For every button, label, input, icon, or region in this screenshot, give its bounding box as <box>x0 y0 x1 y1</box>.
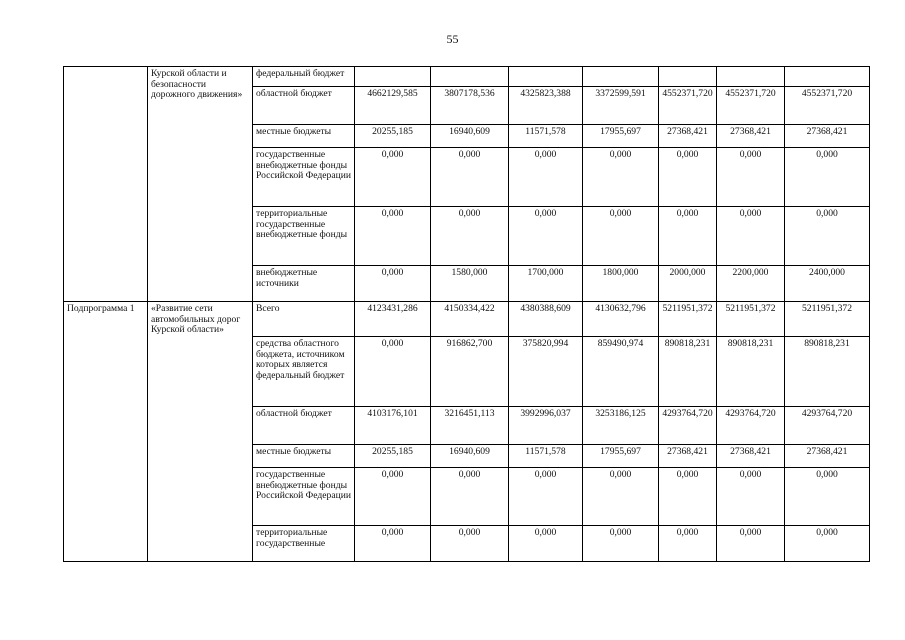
value-cell: 0,000 <box>509 207 583 266</box>
source-cell: местные бюджеты <box>253 445 355 468</box>
value-cell: 3372599,591 <box>583 87 659 125</box>
value-cell: 0,000 <box>785 526 870 562</box>
value-cell: 0,000 <box>717 207 785 266</box>
value-cell: 27368,421 <box>659 445 717 468</box>
value-cell: 0,000 <box>659 207 717 266</box>
source-cell: местные бюджеты <box>253 125 355 148</box>
value-cell: 0,000 <box>785 148 870 207</box>
value-cell: 0,000 <box>355 337 431 407</box>
value-cell: 0,000 <box>785 207 870 266</box>
value-cell <box>659 67 717 87</box>
value-cell: 0,000 <box>509 526 583 562</box>
value-cell: 0,000 <box>659 148 717 207</box>
source-cell: территориальные государственные <box>253 526 355 562</box>
value-cell: 17955,697 <box>583 125 659 148</box>
value-cell: 0,000 <box>583 526 659 562</box>
program-name-cell: Курской области и безопасности дорожного движения» <box>148 67 253 302</box>
value-cell: 4552371,720 <box>659 87 717 125</box>
value-cell: 0,000 <box>355 148 431 207</box>
value-cell: 20255,185 <box>355 445 431 468</box>
program-name-cell: «Развитие сети автомобильных дорог Курской области» <box>148 302 253 562</box>
value-cell <box>355 67 431 87</box>
source-cell: государственные внебюджетные фонды Российской Федерации <box>253 148 355 207</box>
value-cell: 2200,000 <box>717 266 785 302</box>
value-cell: 1800,000 <box>583 266 659 302</box>
status-cell: Подпрограмма 1 <box>64 302 148 562</box>
value-cell: 1700,000 <box>509 266 583 302</box>
source-cell: внебюджетные источники <box>253 266 355 302</box>
value-cell: 27368,421 <box>785 445 870 468</box>
value-cell: 4380388,609 <box>509 302 583 337</box>
value-cell: 4150334,422 <box>431 302 509 337</box>
table-row <box>64 67 870 87</box>
value-cell <box>583 67 659 87</box>
value-cell: 4293764,720 <box>717 407 785 445</box>
value-cell: 890818,231 <box>717 337 785 407</box>
value-cell: 3992996,037 <box>509 407 583 445</box>
value-cell: 0,000 <box>355 526 431 562</box>
value-cell: 0,000 <box>355 468 431 526</box>
value-cell: 0,000 <box>583 148 659 207</box>
value-cell: 11571,578 <box>509 125 583 148</box>
value-cell <box>509 67 583 87</box>
value-cell: 16940,609 <box>431 445 509 468</box>
value-cell: 375820,994 <box>509 337 583 407</box>
source-cell: территориальные государственные внебюджетные фонды <box>253 207 355 266</box>
value-cell: 0,000 <box>659 526 717 562</box>
value-cell: 1580,000 <box>431 266 509 302</box>
value-cell: 20255,185 <box>355 125 431 148</box>
value-cell: 859490,974 <box>583 337 659 407</box>
page-number: 55 <box>446 32 459 46</box>
value-cell: 0,000 <box>717 526 785 562</box>
source-cell: областной бюджет <box>253 407 355 445</box>
value-cell: 5211951,372 <box>785 302 870 337</box>
value-cell: 16940,609 <box>431 125 509 148</box>
value-cell: 0,000 <box>785 468 870 526</box>
funding-table <box>63 66 870 562</box>
value-cell: 11571,578 <box>509 445 583 468</box>
value-cell: 2000,000 <box>659 266 717 302</box>
value-cell: 4662129,585 <box>355 87 431 125</box>
source-cell: средства областного бюджета, источником которых является федеральный бюджет <box>253 337 355 407</box>
value-cell: 3253186,125 <box>583 407 659 445</box>
value-cell: 0,000 <box>355 266 431 302</box>
value-cell: 27368,421 <box>717 445 785 468</box>
value-cell: 4123431,286 <box>355 302 431 337</box>
value-cell: 4552371,720 <box>717 87 785 125</box>
value-cell: 0,000 <box>355 207 431 266</box>
value-cell <box>717 67 785 87</box>
value-cell: 3807178,536 <box>431 87 509 125</box>
value-cell <box>785 67 870 87</box>
table-row <box>64 302 870 337</box>
value-cell: 890818,231 <box>785 337 870 407</box>
value-cell: 4552371,720 <box>785 87 870 125</box>
value-cell: 4293764,720 <box>659 407 717 445</box>
value-cell: 916862,700 <box>431 337 509 407</box>
value-cell: 0,000 <box>431 468 509 526</box>
value-cell: 3216451,113 <box>431 407 509 445</box>
value-cell: 4103176,101 <box>355 407 431 445</box>
value-cell: 27368,421 <box>717 125 785 148</box>
value-cell: 5211951,372 <box>717 302 785 337</box>
value-cell: 5211951,372 <box>659 302 717 337</box>
value-cell: 0,000 <box>431 526 509 562</box>
value-cell: 2400,000 <box>785 266 870 302</box>
value-cell: 0,000 <box>583 207 659 266</box>
value-cell: 0,000 <box>717 148 785 207</box>
value-cell: 0,000 <box>659 468 717 526</box>
value-cell: 0,000 <box>509 148 583 207</box>
status-cell <box>64 67 148 302</box>
value-cell: 27368,421 <box>659 125 717 148</box>
value-cell: 0,000 <box>509 468 583 526</box>
value-cell: 4325823,388 <box>509 87 583 125</box>
value-cell: 4293764,720 <box>785 407 870 445</box>
value-cell: 27368,421 <box>785 125 870 148</box>
value-cell <box>431 67 509 87</box>
source-cell: федеральный бюджет <box>253 67 355 87</box>
source-cell: государственные внебюджетные фонды Российской Федерации <box>253 468 355 526</box>
value-cell: 0,000 <box>431 207 509 266</box>
value-cell: 4130632,796 <box>583 302 659 337</box>
value-cell: 17955,697 <box>583 445 659 468</box>
value-cell: 0,000 <box>717 468 785 526</box>
value-cell: 890818,231 <box>659 337 717 407</box>
source-cell: Всего <box>253 302 355 337</box>
value-cell: 0,000 <box>583 468 659 526</box>
value-cell: 0,000 <box>431 148 509 207</box>
source-cell: областной бюджет <box>253 87 355 125</box>
